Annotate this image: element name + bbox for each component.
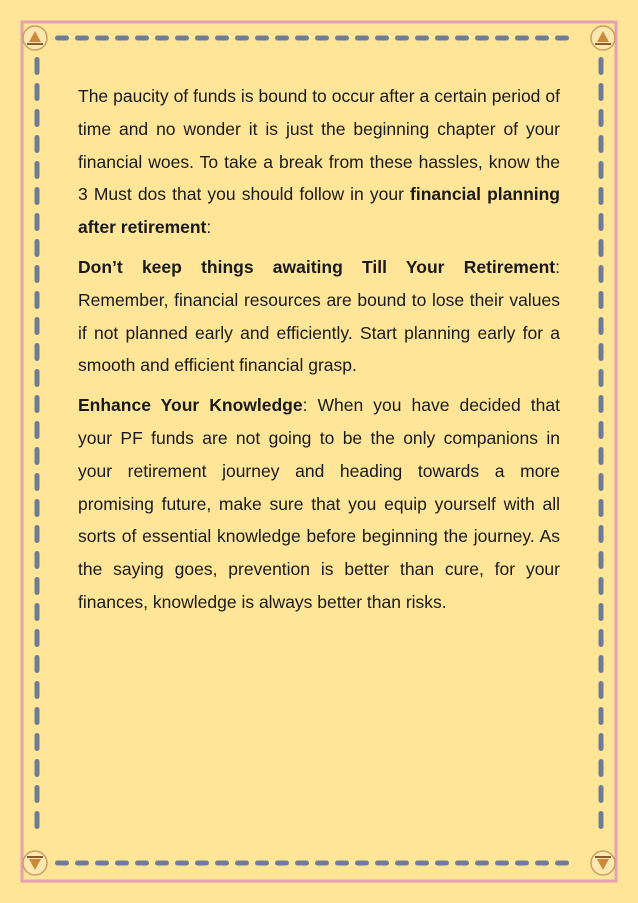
border-dash — [275, 36, 289, 41]
border-dash — [555, 861, 569, 866]
border-dash — [135, 36, 149, 41]
border-dash — [35, 421, 40, 439]
border-dash — [155, 861, 169, 866]
border-dash — [599, 447, 604, 465]
border-dash — [599, 499, 604, 517]
border-dash — [35, 707, 40, 725]
border-dash — [35, 369, 40, 387]
border-dash — [75, 861, 89, 866]
border-dash — [35, 759, 40, 777]
border-dash — [215, 36, 229, 41]
border-dash — [599, 187, 604, 205]
border-dash — [375, 36, 389, 41]
border-dash — [599, 473, 604, 491]
border-dash — [599, 161, 604, 179]
body-text: : Remember, financial resources are bound to lose their values if not planned early and efficiently. Start planning early for a smooth and efficient financial grasp. — [78, 256, 560, 376]
border-dash — [599, 577, 604, 595]
border-dash — [599, 733, 604, 751]
border-dash — [255, 861, 269, 866]
border-dash — [35, 447, 40, 465]
border-dash — [35, 83, 40, 101]
border-dash — [599, 343, 604, 361]
border-dash — [599, 83, 604, 101]
border-dash — [555, 36, 569, 41]
border-dash — [315, 861, 329, 866]
border-dash — [355, 36, 369, 41]
border-dash — [255, 36, 269, 41]
border-dash — [35, 785, 40, 803]
border-dash — [435, 861, 449, 866]
border-dash — [395, 36, 409, 41]
border-dash — [435, 36, 449, 41]
border-dash — [35, 291, 40, 309]
border-dash — [195, 36, 209, 41]
border-dash — [275, 861, 289, 866]
border-dash — [599, 681, 604, 699]
border-dash — [335, 36, 349, 41]
border-dash — [155, 36, 169, 41]
border-dash — [515, 861, 529, 866]
border-dash — [35, 473, 40, 491]
border-dash — [599, 785, 604, 803]
border-dash — [35, 655, 40, 673]
border-dash — [35, 629, 40, 647]
border-dash — [535, 36, 549, 41]
border-dash — [599, 655, 604, 673]
bold-text: financial planning after retirement — [78, 184, 560, 238]
border-dash — [295, 861, 309, 866]
border-dash — [395, 861, 409, 866]
paragraph-dont-keep-waiting — [78, 251, 560, 382]
body-text: : When you have decided that your PF funds are not going to be the only companions in your retirement journey and heading towards a more promising future, make sure that you equip yourself with all sorts of essential knowledge before beginning the journey. As the saying goes, prevention is better than cure, for your finances, knowledge is always better than risks. — [78, 395, 560, 612]
border-dash — [75, 36, 89, 41]
border-dash — [599, 213, 604, 231]
border-dash — [599, 291, 604, 309]
border-dash — [599, 239, 604, 257]
border-dash — [35, 135, 40, 153]
border-dash — [599, 551, 604, 569]
border-dash — [599, 525, 604, 543]
border-dash — [35, 551, 40, 569]
border-dash — [599, 135, 604, 153]
border-dash — [55, 36, 69, 41]
border-dash — [599, 421, 604, 439]
border-dash — [35, 213, 40, 231]
border-dash — [35, 499, 40, 517]
body-text: The paucity of funds is bound to occur after a certain period of time and no wonder it is just the beginning chapter of your financial woes. To take a break from these hassles, know the 3 Must dos that you should follow in your — [78, 86, 560, 205]
border-dash — [35, 161, 40, 179]
border-dash — [515, 36, 529, 41]
bold-text: Don’t keep things awaiting Till Your Retirement — [78, 256, 556, 277]
border-dash — [175, 861, 189, 866]
border-dash — [35, 525, 40, 543]
border-dash — [599, 759, 604, 777]
border-dash — [35, 577, 40, 595]
paragraph-intro — [78, 80, 560, 244]
border-dash — [115, 36, 129, 41]
border-dash — [35, 395, 40, 413]
body-text: : — [206, 217, 212, 238]
border-dash — [55, 861, 69, 866]
border-dash — [95, 861, 109, 866]
border-dash — [455, 36, 469, 41]
border-dash — [135, 861, 149, 866]
corner-ornament-top-left — [23, 26, 47, 50]
border-dash — [295, 36, 309, 41]
border-dash — [175, 36, 189, 41]
border-dash — [235, 861, 249, 866]
border-dash — [475, 861, 489, 866]
border-dash — [475, 36, 489, 41]
border-dash — [35, 343, 40, 361]
border-dash — [599, 109, 604, 127]
border-dash — [35, 187, 40, 205]
border-dash — [599, 317, 604, 335]
border-dash — [95, 36, 109, 41]
border-dash — [35, 811, 40, 829]
border-dash — [599, 265, 604, 283]
bold-text: Enhance Your Knowledge — [78, 395, 303, 416]
border-dash — [599, 629, 604, 647]
corner-ornament-bottom-right — [591, 851, 615, 875]
border-dash — [599, 603, 604, 621]
border-dash — [495, 36, 509, 41]
border-dash — [355, 861, 369, 866]
border-dash — [335, 861, 349, 866]
border-dash — [415, 861, 429, 866]
border-dash — [35, 317, 40, 335]
border-dash — [599, 369, 604, 387]
border-dash — [215, 861, 229, 866]
border-dash — [599, 811, 604, 829]
border-dash — [495, 861, 509, 866]
border-dash — [455, 861, 469, 866]
border-dash — [535, 861, 549, 866]
corner-ornament-top-right — [591, 26, 615, 50]
corner-ornament-bottom-left — [23, 851, 47, 875]
border-dash — [35, 681, 40, 699]
border-dash — [35, 57, 40, 75]
paragraph-enhance-knowledge — [78, 389, 560, 619]
border-dash — [35, 265, 40, 283]
border-dash — [315, 36, 329, 41]
border-dash — [115, 861, 129, 866]
border-dash — [415, 36, 429, 41]
border-dash — [195, 861, 209, 866]
border-dash — [35, 733, 40, 751]
border-dash — [35, 239, 40, 257]
document-body — [78, 80, 560, 626]
border-dash — [35, 109, 40, 127]
border-dash — [375, 861, 389, 866]
border-dash — [599, 707, 604, 725]
border-dash — [599, 57, 604, 75]
border-dash — [35, 603, 40, 621]
border-dash — [235, 36, 249, 41]
border-dash — [599, 395, 604, 413]
